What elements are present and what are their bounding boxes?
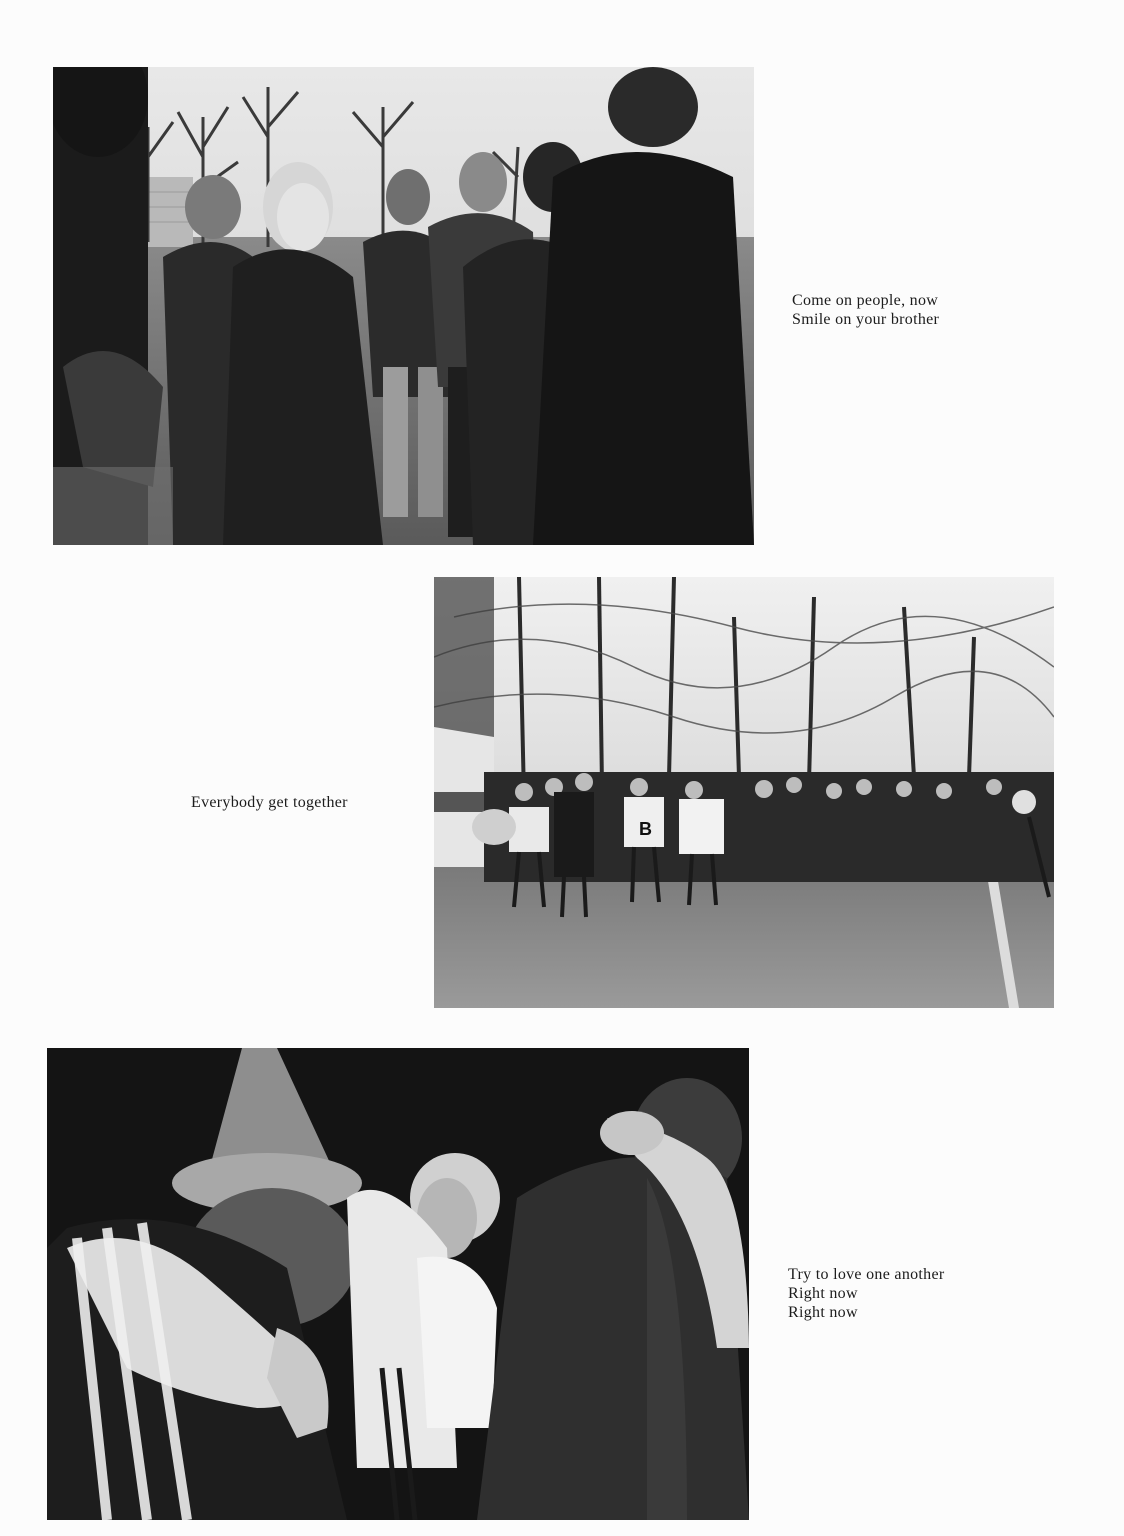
caption-line: Right now bbox=[788, 1285, 858, 1302]
photo-dance-embrace bbox=[47, 1048, 749, 1520]
caption-line: Come on people, now bbox=[792, 292, 939, 309]
caption-first bbox=[792, 291, 939, 329]
caption-line: Everybody get together bbox=[191, 794, 348, 811]
caption-third bbox=[788, 1265, 945, 1322]
caption-second bbox=[191, 793, 348, 812]
caption-line: Right now bbox=[788, 1304, 858, 1321]
svg-text:B: B bbox=[639, 819, 652, 839]
photo-group-outdoors bbox=[53, 67, 754, 545]
photo-group-outdoors-image bbox=[53, 67, 754, 545]
photo-crowd-parade-image bbox=[434, 577, 1054, 1008]
photo-crowd-parade bbox=[434, 577, 1054, 1008]
photo-dance-embrace-image bbox=[47, 1048, 749, 1520]
caption-line: Try to love one another bbox=[788, 1266, 945, 1283]
caption-line: Smile on your brother bbox=[792, 311, 940, 328]
